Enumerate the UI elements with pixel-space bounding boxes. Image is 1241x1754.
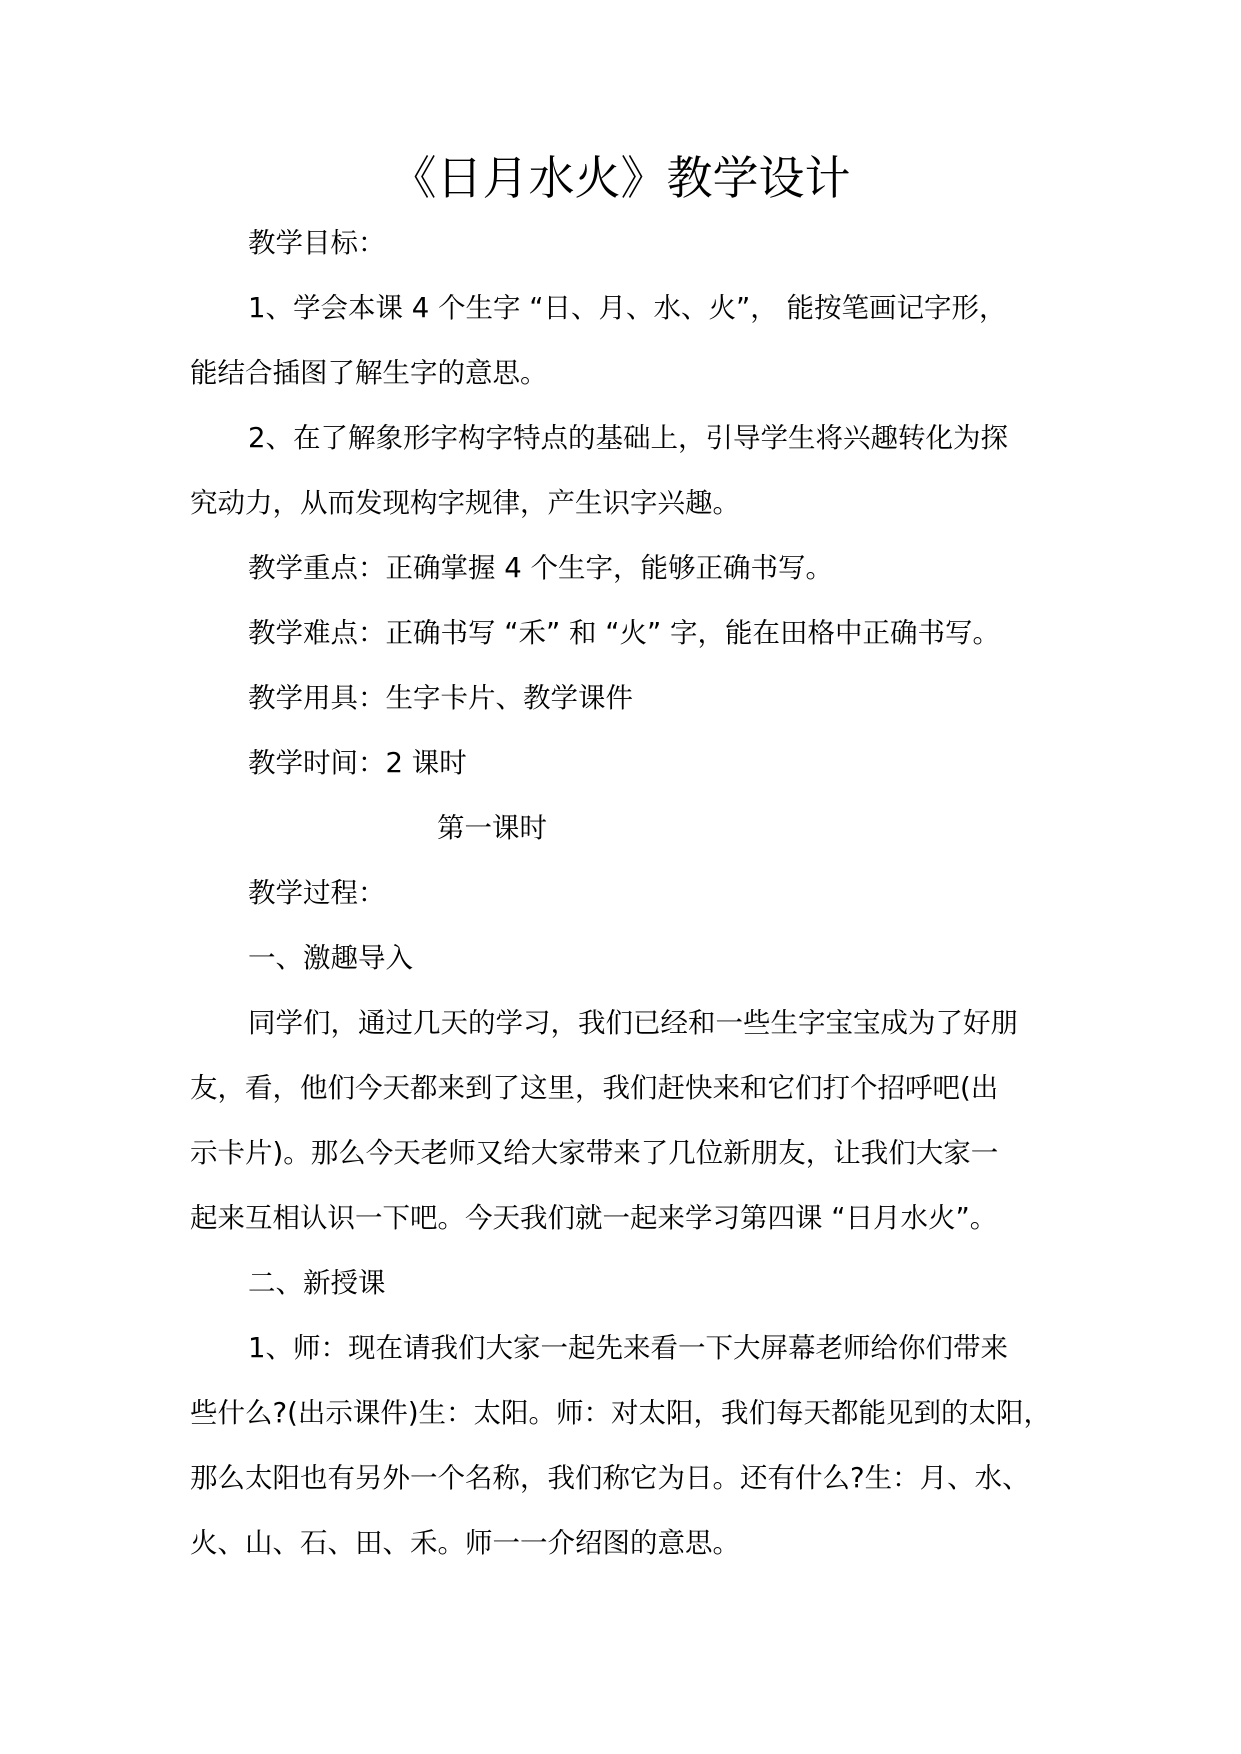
objective-1-line-1: 1、学会本课 4 个生字 “日、月、水、火”， 能按笔画记字形，	[248, 292, 1007, 324]
teaching-tools: 教学用具：生字卡片、教学课件	[248, 682, 633, 714]
new-lesson-paragraph-line-1: 1、师：现在请我们大家一起先来看一下大屏幕老师给你们带来	[248, 1332, 1008, 1364]
document-title: 《日月水火》教学设计	[390, 151, 851, 205]
first-lesson-heading: 第一课时	[437, 812, 547, 844]
objectives-heading: 教学目标：	[248, 227, 386, 259]
new-lesson-paragraph-line-3: 那么太阳也有另外一个名称，我们称它为日。还有什么?生：月、水、	[190, 1462, 1030, 1494]
objective-1-line-2: 能结合插图了解生字的意思。	[190, 357, 548, 389]
intro-paragraph-line-4: 起来互相认识一下吧。今天我们就一起来学习第四课 “日月水火”。	[190, 1202, 998, 1234]
process-heading: 教学过程：	[248, 877, 386, 909]
new-lesson-paragraph-line-2: 些什么?(出示课件)生：太阳。师：对太阳，我们每天都能见到的太阳，	[190, 1397, 1052, 1429]
teaching-time: 教学时间：2 课时	[248, 747, 467, 779]
intro-paragraph-line-1: 同学们，通过几天的学习，我们已经和一些生字宝宝成为了好朋	[248, 1007, 1018, 1039]
difficult-points: 教学难点：正确书写 “禾” 和 “火” 字，能在田格中正确书写。	[248, 617, 1000, 649]
key-points: 教学重点：正确掌握 4 个生字，能够正确书写。	[248, 552, 833, 584]
section-2-heading: 二、新授课	[248, 1267, 386, 1299]
objective-2-line-2: 究动力，从而发现构字规律，产生识字兴趣。	[190, 487, 740, 519]
intro-paragraph-line-2: 友，看，他们今天都来到了这里，我们赶快来和它们打个招呼吧(出	[190, 1072, 999, 1104]
objective-2-line-1: 2、在了解象形字构字特点的基础上，引导学生将兴趣转化为探	[248, 422, 1008, 454]
intro-paragraph-line-3: 示卡片)。那么今天老师又给大家带来了几位新朋友，让我们大家一	[190, 1137, 999, 1169]
section-1-heading: 一、激趣导入	[248, 942, 413, 974]
new-lesson-paragraph-line-4: 火、山、石、田、禾。师一一介绍图的意思。	[190, 1527, 740, 1559]
